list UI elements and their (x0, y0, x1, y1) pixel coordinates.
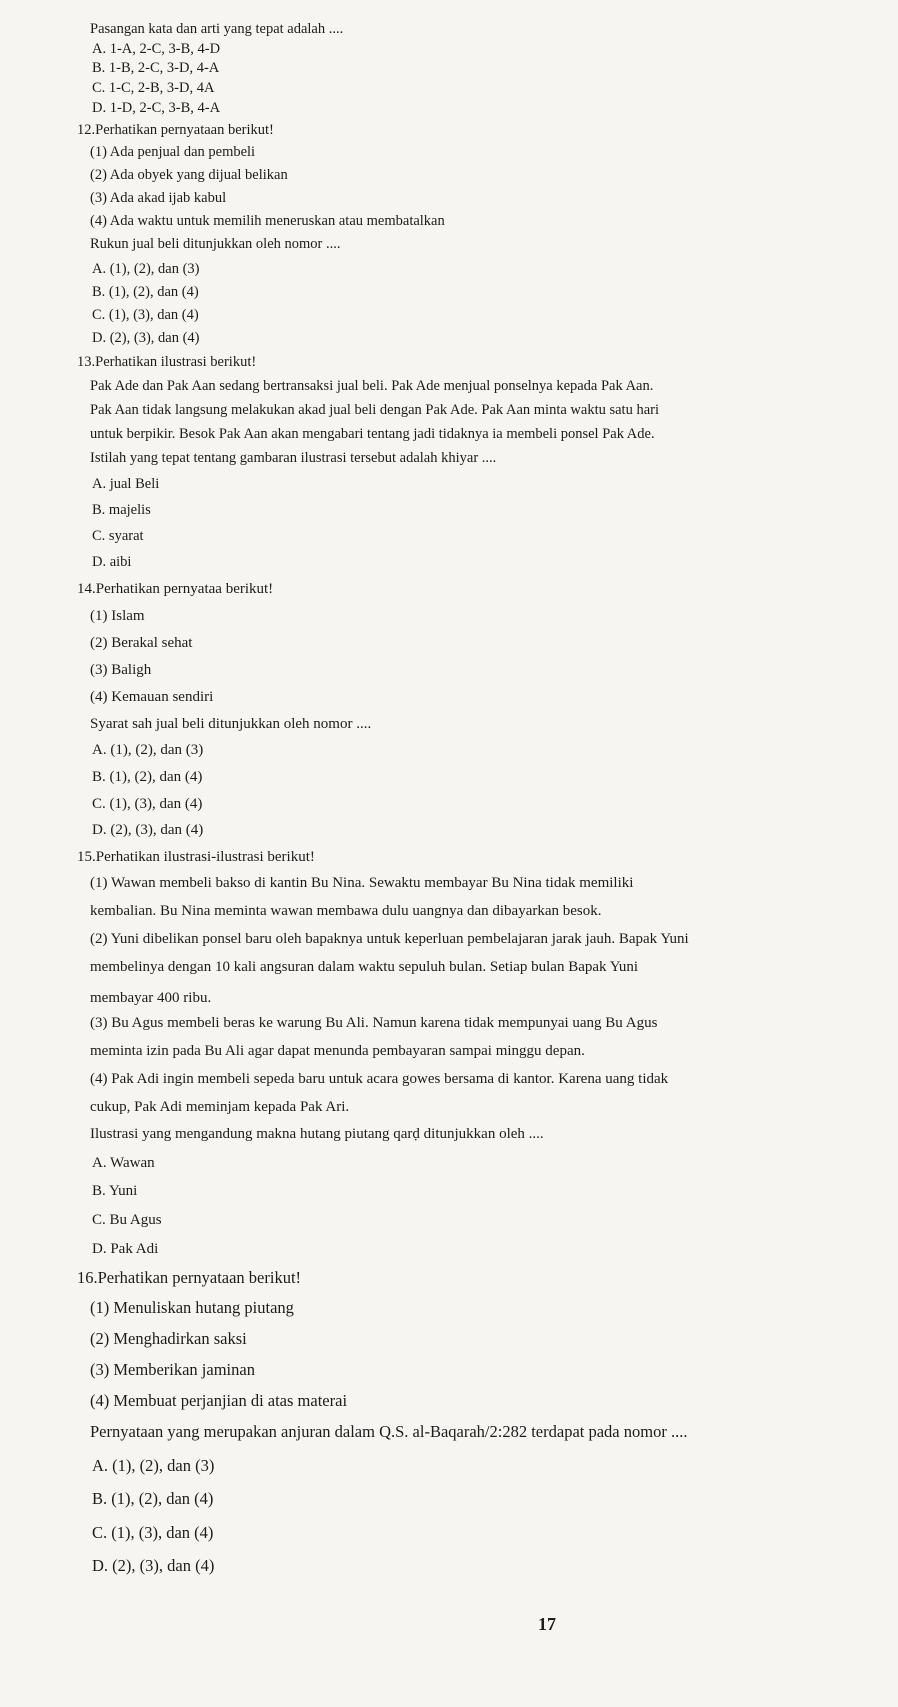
q14-prompt: Syarat sah jual beli ditunjukkan oleh nomor .... (90, 716, 372, 732)
q15-line-7: meminta izin pada Bu Ali agar dapat menunda pembayaran sampai minggu depan. (90, 1043, 585, 1059)
q15-line-4: membelinya dengan 10 kali angsuran dalam waktu sepuluh bulan. Setiap bulan Bapak Yuni (90, 959, 639, 975)
q12-prompt: Rukun jual beli ditunjukkan oleh nomor .... (90, 236, 341, 252)
q13-line-4: Istilah yang tepat tentang gambaran ilustrasi tersebut adalah khiyar .... (90, 450, 497, 466)
q16-option-b[interactable]: B. (1), (2), dan (4) (92, 1489, 214, 1508)
q11-stem: Pasangan kata dan arti yang tepat adalah .... (90, 21, 344, 37)
q16-item-2: (2) Menghadirkan saksi (90, 1329, 247, 1348)
q11-option-c[interactable]: C. 1-C, 2-B, 3-D, 4A (92, 80, 215, 96)
q13-title: 13.Perhatikan ilustrasi berikut! (77, 354, 257, 370)
q11-option-d[interactable]: D. 1-D, 2-C, 3-B, 4-A (92, 100, 221, 116)
q15-option-c[interactable]: C. Bu Agus (92, 1212, 162, 1228)
q14-item-4: (4) Kemauan sendiri (90, 689, 214, 705)
q12-title: 12.Perhatikan pernyataan berikut! (77, 122, 274, 138)
q13-line-3: untuk berpikir. Besok Pak Aan akan mengabari tentang jadi tidaknya ia membeli ponsel Pak Ade. (90, 426, 655, 442)
q12-item-1: (1) Ada penjual dan pembeli (90, 144, 256, 160)
q12-option-d[interactable]: D. (2), (3), dan (4) (92, 330, 200, 346)
q15-line-9: cukup, Pak Adi meminjam kepada Pak Ari. (90, 1099, 350, 1115)
q11-option-b[interactable]: B. 1-B, 2-C, 3-D, 4-A (92, 60, 220, 76)
q16-option-a[interactable]: A. (1), (2), dan (3) (92, 1456, 215, 1475)
q15-line-1: (1) Wawan membeli bakso di kantin Bu Nina. Sewaktu membayar Bu Nina tidak memiliki (90, 875, 634, 891)
q14-option-a[interactable]: A. (1), (2), dan (3) (92, 742, 204, 758)
q15-line-10: Ilustrasi yang mengandung makna hutang piutang qarḍ ditunjukkan oleh .... (90, 1126, 544, 1142)
q14-item-3: (3) Baligh (90, 662, 152, 678)
q15-title: 15.Perhatikan ilustrasi-ilustrasi berikut! (77, 849, 315, 865)
q12-item-2: (2) Ada obyek yang dijual belikan (90, 167, 288, 183)
q16-item-4: (4) Membuat perjanjian di atas materai (90, 1391, 348, 1410)
q14-title: 14.Perhatikan pernyataa berikut! (77, 581, 274, 597)
q16-option-c[interactable]: C. (1), (3), dan (4) (92, 1523, 214, 1542)
q14-item-1: (1) Islam (90, 608, 145, 624)
q13-option-c[interactable]: C. syarat (92, 528, 144, 544)
page-number: 17 (538, 1614, 556, 1634)
q16-option-d[interactable]: D. (2), (3), dan (4) (92, 1556, 215, 1575)
q16-item-3: (3) Memberikan jaminan (90, 1360, 255, 1379)
q15-line-3: (2) Yuni dibelikan ponsel baru oleh bapaknya untuk keperluan pembelajaran jarak jauh. Bapak Yuni (90, 931, 689, 947)
q12-option-b[interactable]: B. (1), (2), dan (4) (92, 284, 199, 300)
q13-option-d[interactable]: D. aibi (92, 554, 132, 570)
q15-line-2: kembalian. Bu Nina meminta wawan membawa dulu uangnya dan dibayarkan besok. (90, 903, 602, 919)
q14-option-c[interactable]: C. (1), (3), dan (4) (92, 796, 203, 812)
q13-option-b[interactable]: B. majelis (92, 502, 151, 518)
q16-title: 16.Perhatikan pernyataan berikut! (77, 1268, 302, 1287)
q14-option-b[interactable]: B. (1), (2), dan (4) (92, 769, 203, 785)
q13-line-1: Pak Ade dan Pak Aan sedang bertransaksi jual beli. Pak Ade menjual ponselnya kepada Pak Aan. (90, 378, 654, 394)
q12-option-c[interactable]: C. (1), (3), dan (4) (92, 307, 199, 323)
q15-option-a[interactable]: A. Wawan (92, 1155, 155, 1171)
q15-option-d[interactable]: D. Pak Adi (92, 1241, 159, 1257)
q13-option-a[interactable]: A. jual Beli (92, 476, 160, 492)
q15-line-6: (3) Bu Agus membeli beras ke warung Bu Ali. Namun karena tidak mempunyai uang Bu Agus (90, 1015, 658, 1031)
q16-item-1: (1) Menuliskan hutang piutang (90, 1298, 294, 1317)
q15-option-b[interactable]: B. Yuni (92, 1183, 138, 1199)
q13-line-2: Pak Aan tidak langsung melakukan akad jual beli dengan Pak Ade. Pak Aan minta waktu satu hari (90, 402, 659, 418)
q14-option-d[interactable]: D. (2), (3), dan (4) (92, 822, 204, 838)
q14-item-2: (2) Berakal sehat (90, 635, 193, 651)
q12-option-a[interactable]: A. (1), (2), dan (3) (92, 261, 200, 277)
q16-prompt: Pernyataan yang merupakan anjuran dalam Q.S. al-Baqarah/2:282 terdapat pada nomor .... (90, 1422, 688, 1441)
q12-item-3: (3) Ada akad ijab kabul (90, 190, 227, 206)
q12-item-4: (4) Ada waktu untuk memilih meneruskan atau membatalkan (90, 213, 445, 229)
q15-line-8: (4) Pak Adi ingin membeli sepeda baru untuk acara gowes bersama di kantor. Karena uang tidak (90, 1071, 669, 1087)
q15-line-5: membayar 400 ribu. (90, 990, 212, 1006)
q11-option-a[interactable]: A. 1-A, 2-C, 3-B, 4-D (92, 41, 221, 57)
